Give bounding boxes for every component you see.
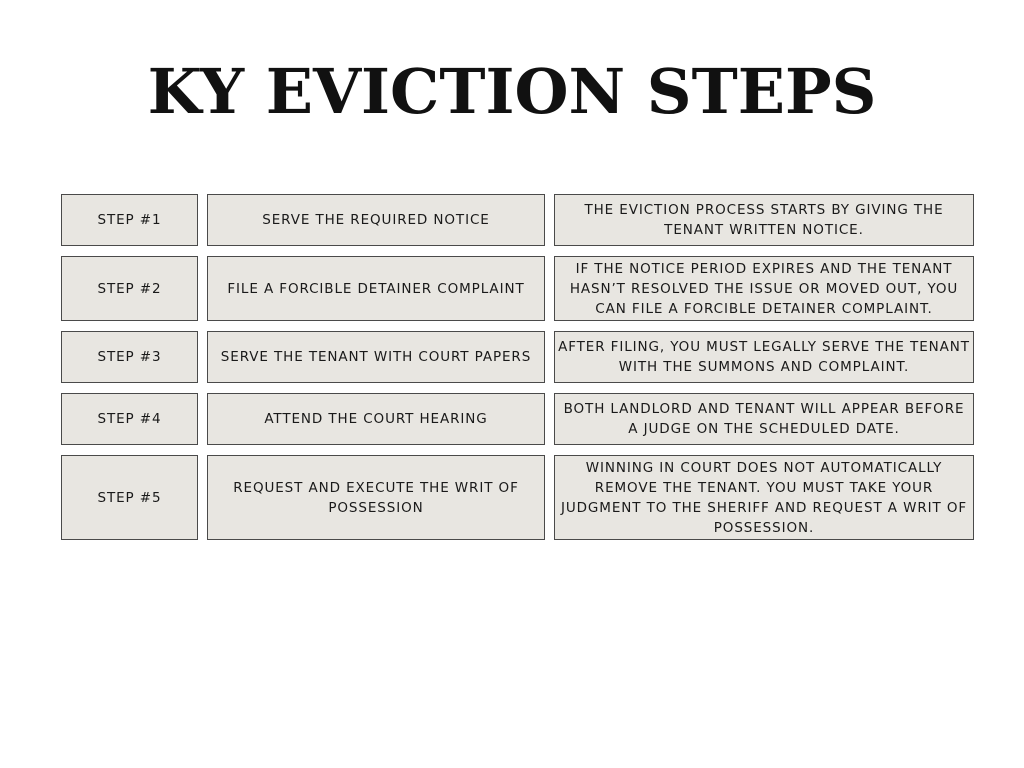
- step-action-1: SERVE THE REQUIRED NOTICE: [207, 194, 545, 246]
- step-description-2: IF THE NOTICE PERIOD EXPIRES AND THE TENANT HASN’T RESOLVED THE ISSUE OR MOVED OUT, YOU CAN FILE A FORCIBLE DETAINER COMPLAINT.: [554, 256, 974, 321]
- step-action-5: REQUEST AND EXECUTE THE WRIT OF POSSESSION: [207, 455, 545, 540]
- step-description-3: AFTER FILING, YOU MUST LEGALLY SERVE THE TENANT WITH THE SUMMONS AND COMPLAINT.: [554, 331, 974, 383]
- step-description-5: WINNING IN COURT DOES NOT AUTOMATICALLY REMOVE THE TENANT. YOU MUST TAKE YOUR JUDGMENT TO THE SHERIFF AND REQUEST A WRIT OF POSSESSION.: [554, 455, 974, 540]
- step-number-1: STEP #1: [61, 194, 198, 246]
- step-number-5: STEP #5: [61, 455, 198, 540]
- step-action-3: SERVE THE TENANT WITH COURT PAPERS: [207, 331, 545, 383]
- step-description-1: THE EVICTION PROCESS STARTS BY GIVING THE TENANT WRITTEN NOTICE.: [554, 194, 974, 246]
- step-description-4: BOTH LANDLORD AND TENANT WILL APPEAR BEFORE A JUDGE ON THE SCHEDULED DATE.: [554, 393, 974, 445]
- step-number-4: STEP #4: [61, 393, 198, 445]
- step-number-3: STEP #3: [61, 331, 198, 383]
- step-number-2: STEP #2: [61, 256, 198, 321]
- step-action-2: FILE A FORCIBLE DETAINER COMPLAINT: [207, 256, 545, 321]
- step-action-4: ATTEND THE COURT HEARING: [207, 393, 545, 445]
- page-title: KY EVICTION STEPS: [147, 55, 877, 128]
